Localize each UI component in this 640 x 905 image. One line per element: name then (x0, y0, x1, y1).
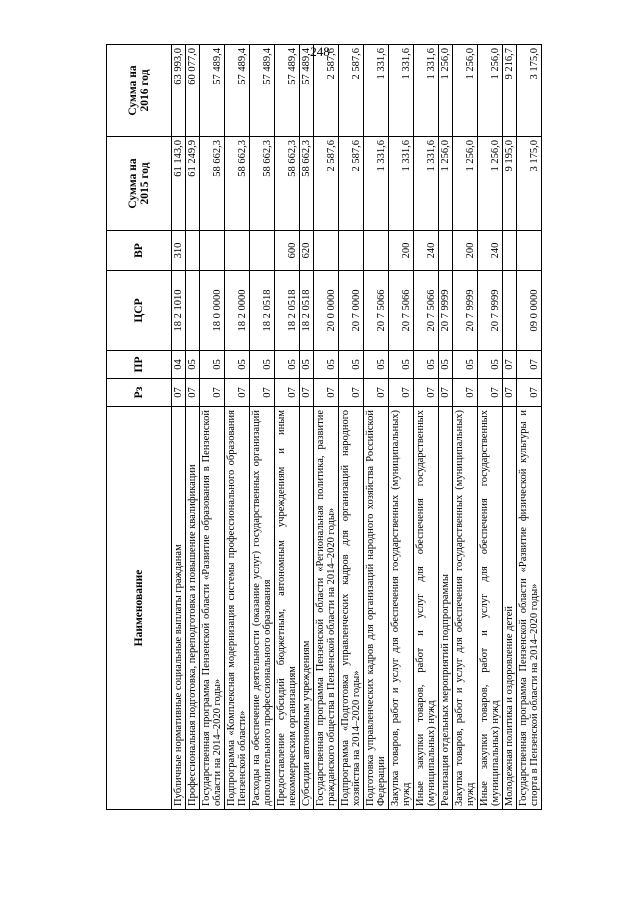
row-vr: 200 (453, 231, 478, 271)
header-sum-2016-line2: 2016 год (139, 69, 151, 112)
row-sum-2015: 1 256,0 (478, 137, 503, 231)
table-body (172, 45, 542, 810)
row-vr: 600 (275, 231, 300, 271)
row-sum-2015: 1 256,0 (439, 137, 453, 231)
row-vr: 240 (478, 231, 503, 271)
row-sum-2015: 58 662,3 (275, 137, 300, 231)
row-pr: 05 (225, 351, 250, 379)
row-sum-2016: 2 587,6 (314, 45, 339, 137)
table-row (314, 45, 339, 810)
row-rz: 07 (478, 379, 503, 407)
row-sum-2016: 57 489,4 (300, 45, 314, 137)
row-pr: 07 (517, 351, 542, 379)
row-rz: 07 (172, 379, 186, 407)
row-rz: 07 (503, 379, 517, 407)
table-row (503, 45, 517, 810)
table-row (453, 45, 478, 810)
budget-table (106, 44, 542, 810)
row-sum-2016: 63 993,0 (172, 45, 186, 137)
row-name: Государственная программа Пензенской области «Региональная политика, развитие гражданского общества в Пензенской области на 2014–2020 годы» (314, 407, 339, 810)
row-pr: 05 (250, 351, 275, 379)
row-rz: 07 (225, 379, 250, 407)
row-csr: 20 7 0000 (339, 271, 364, 351)
row-sum-2016: 3 175,0 (517, 45, 542, 137)
row-rz: 07 (300, 379, 314, 407)
table-row (478, 45, 503, 810)
row-sum-2015: 58 662,3 (200, 137, 225, 231)
row-vr (517, 231, 542, 271)
header-row (107, 45, 172, 810)
row-vr: 240 (414, 231, 439, 271)
row-name: Молодежная политика и оздоровление детей (503, 407, 517, 810)
table-row (300, 45, 314, 810)
row-sum-2015: 61 143,0 (172, 137, 186, 231)
row-csr: 20 7 9999 (439, 271, 453, 351)
row-sum-2016: 1 331,6 (414, 45, 439, 137)
row-csr (503, 271, 517, 351)
row-name: Иные закупки товаров, работ и услуг для обеспечения государственных (муниципальных) нужд (414, 407, 439, 810)
row-vr (186, 231, 200, 271)
row-name: Государственная программа Пензенской области «Развитие физической культуры и спорта в Пензенской области на 2014–2020 годы» (517, 407, 542, 810)
row-name: Реализация отдельных мероприятий подпрограммы (439, 407, 453, 810)
row-vr (250, 231, 275, 271)
row-rz: 07 (453, 379, 478, 407)
row-name: Подготовка управленческих кадров для организаций народного хозяйства Российской Федерации (364, 407, 389, 810)
header-sum-2015-line1: Сумма на (126, 158, 139, 209)
row-rz: 07 (339, 379, 364, 407)
row-rz: 07 (275, 379, 300, 407)
row-csr: 18 0 0000 (200, 271, 225, 351)
table-row (389, 45, 414, 810)
row-sum-2015: 61 249,9 (186, 137, 200, 231)
rotated-table-area (106, 45, 640, 806)
row-rz: 07 (250, 379, 275, 407)
row-name: Профессиональная подготовка, переподготовка и повышение квалификации (186, 407, 200, 810)
row-pr: 05 (186, 351, 200, 379)
row-pr: 05 (439, 351, 453, 379)
row-pr: 05 (414, 351, 439, 379)
row-name: Подпрограмма «Комплексная модернизация системы профессионального образования Пензенской области» (225, 407, 250, 810)
row-vr (314, 231, 339, 271)
row-sum-2016: 9 216,7 (503, 45, 517, 137)
header-sum-2016 (107, 45, 172, 137)
row-vr (339, 231, 364, 271)
row-csr: 18 2 0518 (300, 271, 314, 351)
rotated-table-inner (106, 45, 547, 810)
row-vr: 620 (300, 231, 314, 271)
row-sum-2016: 1 256,0 (453, 45, 478, 137)
table-row (275, 45, 300, 810)
row-vr (439, 231, 453, 271)
table-row (414, 45, 439, 810)
row-pr: 07 (503, 351, 517, 379)
row-name: Государственная программа Пензенской области «Развитие образования в Пензенской области на 2014–2020 годы» (200, 407, 225, 810)
row-csr: 20 7 5066 (414, 271, 439, 351)
row-name: Закупка товаров, работ и услуг для обеспечения государственных (муниципальных) нужд (453, 407, 478, 810)
row-name: Публичные нормативные социальные выплаты гражданам (172, 407, 186, 810)
row-sum-2015: 58 662,3 (225, 137, 250, 231)
row-sum-2015: 9 195,0 (503, 137, 517, 231)
table-row (517, 45, 542, 810)
row-vr (200, 231, 225, 271)
table-row (200, 45, 225, 810)
row-name: Подпрограмма «Подготовка управленческих кадров для организаций народного хозяйства на 2014–2020 годы» (339, 407, 364, 810)
row-vr (503, 231, 517, 271)
row-csr: 09 0 0000 (517, 271, 542, 351)
row-sum-2016: 57 489,4 (225, 45, 250, 137)
row-csr: 20 7 5066 (364, 271, 389, 351)
row-sum-2015: 3 175,0 (517, 137, 542, 231)
row-rz: 07 (314, 379, 339, 407)
row-vr: 310 (172, 231, 186, 271)
row-name: Расходы на обеспечение деятельности (оказание услуг) государственных организаций дополнительного профессионального образования (250, 407, 275, 810)
page-number: 248 (310, 44, 330, 59)
row-rz: 07 (200, 379, 225, 407)
table-row (250, 45, 275, 810)
row-pr: 05 (200, 351, 225, 379)
row-rz: 07 (517, 379, 542, 407)
row-sum-2016: 1 331,6 (389, 45, 414, 137)
row-pr: 05 (275, 351, 300, 379)
table-row (339, 45, 364, 810)
header-csr: ЦСР (107, 271, 172, 351)
row-csr: 18 2 0518 (250, 271, 275, 351)
table-row (439, 45, 453, 810)
row-sum-2015: 58 662,3 (250, 137, 275, 231)
row-vr (225, 231, 250, 271)
row-name: Иные закупки товаров, работ и услуг для обеспечения государственных (муниципальных) нужд (478, 407, 503, 810)
row-rz: 07 (389, 379, 414, 407)
row-csr: 20 0 0000 (314, 271, 339, 351)
row-rz: 07 (439, 379, 453, 407)
header-sum-2016-line1: Сумма на (126, 65, 139, 116)
row-sum-2016: 57 489,4 (250, 45, 275, 137)
row-pr: 05 (339, 351, 364, 379)
row-name: Субсидии автономным учреждениям (300, 407, 314, 810)
row-sum-2016: 2 587,6 (339, 45, 364, 137)
row-rz: 07 (186, 379, 200, 407)
row-sum-2015: 1 331,6 (414, 137, 439, 231)
row-sum-2016: 60 077,0 (186, 45, 200, 137)
row-vr (364, 231, 389, 271)
row-csr: 20 7 9999 (453, 271, 478, 351)
row-name: Закупка товаров, работ и услуг для обеспечения государственных (муниципальных) нужд (389, 407, 414, 810)
header-sum-2015 (107, 137, 172, 231)
row-sum-2016: 57 489,4 (275, 45, 300, 137)
header-rz: Рз (107, 379, 172, 407)
row-csr: 20 7 5066 (389, 271, 414, 351)
row-rz: 07 (414, 379, 439, 407)
row-csr: 18 2 0000 (225, 271, 250, 351)
row-sum-2015: 2 587,6 (339, 137, 364, 231)
row-sum-2016: 1 256,0 (439, 45, 453, 137)
table-row (186, 45, 200, 810)
table-row (364, 45, 389, 810)
row-sum-2016: 57 489,4 (200, 45, 225, 137)
row-sum-2015: 58 662,3 (300, 137, 314, 231)
row-pr: 05 (300, 351, 314, 379)
row-pr: 05 (478, 351, 503, 379)
row-sum-2015: 2 587,6 (314, 137, 339, 231)
table-row (172, 45, 186, 810)
row-pr: 04 (172, 351, 186, 379)
row-vr: 200 (389, 231, 414, 271)
row-pr: 05 (314, 351, 339, 379)
row-sum-2015: 1 331,6 (389, 137, 414, 231)
row-csr: 20 7 9999 (478, 271, 503, 351)
header-sum-2015-line2: 2015 год (139, 162, 151, 205)
row-sum-2015: 1 256,0 (453, 137, 478, 231)
row-csr: 18 2 1010 (172, 271, 186, 351)
row-pr: 05 (364, 351, 389, 379)
row-rz: 07 (364, 379, 389, 407)
row-sum-2016: 1 331,6 (364, 45, 389, 137)
row-pr: 05 (389, 351, 414, 379)
header-name: Наименование (107, 407, 172, 810)
row-sum-2016: 1 256,0 (478, 45, 503, 137)
row-csr: 18 2 0518 (275, 271, 300, 351)
header-vr: ВР (107, 231, 172, 271)
header-pr: ПР (107, 351, 172, 379)
row-pr: 05 (453, 351, 478, 379)
table-row (225, 45, 250, 810)
row-sum-2015: 1 331,6 (364, 137, 389, 231)
row-csr (186, 271, 200, 351)
row-name: Предоставление субсидий бюджетным, автономным учреждениям и иным некоммерческим организациям (275, 407, 300, 810)
